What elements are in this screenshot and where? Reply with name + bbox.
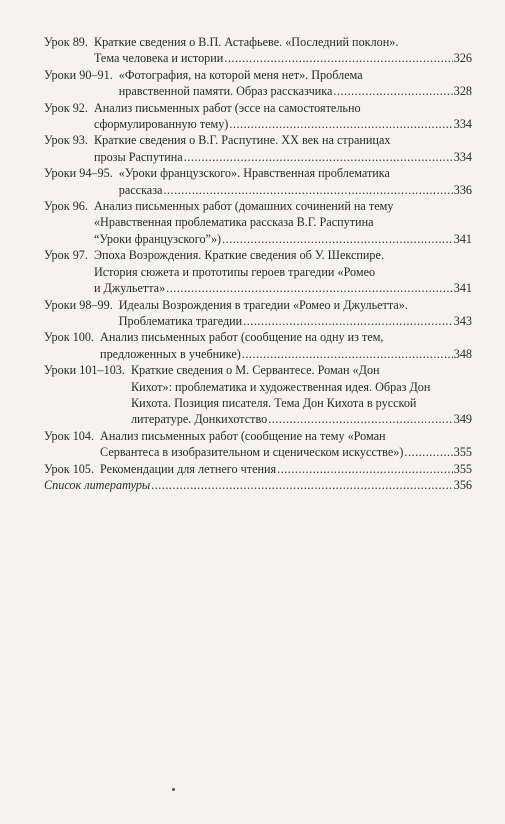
dot-leader <box>151 477 453 493</box>
toc-entry <box>44 165 472 198</box>
toc-entry-label: Урок 92. <box>44 100 88 115</box>
toc-entry-label: Урок 93. <box>44 133 88 148</box>
toc-entry-label: Урок 100. <box>44 330 95 345</box>
toc-entry-line: сформулированную тему) <box>93 117 229 132</box>
dot-leader <box>268 411 452 427</box>
toc-entry-page: 343 <box>453 313 472 328</box>
references-page: 356 <box>453 477 472 492</box>
toc-entry-line: Идеалы Возрождения в трагедии «Ромео и Джульетта». <box>118 297 408 312</box>
toc-entry-line: нравственной памяти. Образ рассказчика <box>118 84 333 99</box>
toc-entry-page: 355 <box>453 461 472 476</box>
toc-entry-line: и Джульетта» <box>93 281 166 296</box>
toc-entry-line: “Уроки французского”») <box>93 231 222 246</box>
print-speck <box>172 788 175 791</box>
toc-entry <box>44 132 472 165</box>
toc-entry-page: 355 <box>453 445 472 460</box>
toc-entry-page: 326 <box>453 51 472 66</box>
dot-leader <box>184 149 453 165</box>
toc-entry-label: Уроки 101–103. <box>44 363 125 378</box>
toc-entry-line: Анализ письменных работ (сообщение на одну из тем, <box>100 330 384 345</box>
dot-leader <box>222 231 453 247</box>
toc-entry-line: История сюжета и прототипы героев трагедии «Ромео <box>93 264 376 279</box>
toc-entry <box>44 461 472 477</box>
toc-entry-page: 348 <box>453 346 472 361</box>
toc-entry-page: 341 <box>453 231 472 246</box>
toc-entry-line: «Фотография, на которой меня нет». Проблема <box>118 67 363 82</box>
toc-entry-line: Кихот»: проблематика и художественная идея. Образ Дон <box>130 379 431 394</box>
toc-entry-page: 334 <box>453 149 472 164</box>
dot-leader <box>243 313 453 329</box>
toc-entry-label: Урок 97. <box>44 248 88 263</box>
dot-leader <box>166 280 453 296</box>
dot-leader <box>404 444 452 460</box>
dot-leader <box>229 116 452 132</box>
toc-entry <box>44 297 472 330</box>
toc-entry-line: «Нравственная проблематика рассказа В.Г. Распутина <box>93 215 374 230</box>
toc-entry-line: «Уроки французского». Нравственная проблематика <box>118 166 390 181</box>
toc-entry-label: Урок 89. <box>44 35 88 49</box>
toc-entry-line: Проблематика трагедии <box>118 313 243 328</box>
toc-entry-line: Кихота. Позиция писателя. Тема Дон Кихота в русской <box>130 395 417 410</box>
toc-entry-label: Урок 104. <box>44 428 95 443</box>
table-of-contents <box>44 34 472 493</box>
dot-leader <box>277 461 453 477</box>
toc-entry-line: предложенных в учебнике) <box>100 346 241 361</box>
references-label: Список литературы <box>44 477 151 492</box>
toc-entry <box>44 198 472 247</box>
toc-entry-line: Краткие сведения о В.П. Астафьеве. «Последний поклон». <box>93 35 399 49</box>
toc-entry-page: 336 <box>453 182 472 197</box>
dot-leader <box>224 50 452 66</box>
dot-leader <box>163 182 452 198</box>
toc-entry <box>44 34 472 67</box>
toc-entry-label: Уроки 90–91. <box>44 67 113 82</box>
toc-entry <box>44 428 472 461</box>
toc-entry <box>44 329 472 362</box>
toc-entry-page: 341 <box>453 281 472 296</box>
toc-entry-page: 334 <box>453 117 472 132</box>
toc-entry-line: литературе. Донкихотство <box>130 412 268 427</box>
toc-entry-label: Урок 96. <box>44 199 88 214</box>
toc-entry <box>44 67 472 100</box>
toc-entry-line: рассказа <box>118 182 163 197</box>
toc-entry <box>44 247 472 296</box>
toc-entry-page: 349 <box>453 412 472 427</box>
toc-entry-label: Уроки 94–95. <box>44 166 113 181</box>
toc-entry-line: Анализ письменных работ (домашних сочинений на тему <box>93 199 394 214</box>
toc-entry-line: Эпоха Возрождения. Краткие сведения об У. Шекспире. <box>93 248 384 263</box>
dot-leader <box>333 83 452 99</box>
toc-entry-page: 328 <box>453 84 472 99</box>
toc-entry-label: Уроки 98–99. <box>44 297 113 312</box>
toc-entry-line: Краткие сведения о М. Сервантесе. Роман «Дон <box>130 363 380 378</box>
dot-leader <box>242 346 453 362</box>
toc-entry-line: прозы Распутина <box>93 149 183 164</box>
toc-entry <box>44 362 472 428</box>
toc-entry-line: Тема человека и истории <box>93 51 224 66</box>
toc-entry-line: Анализ письменных работ (сообщение на тему «Роман <box>100 428 386 443</box>
toc-entry-line: Сервантеса в изобразительном и сценическом искусстве») <box>100 445 404 460</box>
toc-entry-line: Анализ письменных работ (эссе на самостоятельно <box>93 100 361 115</box>
toc-references <box>44 477 472 493</box>
toc-entry-label: Урок 105. <box>44 461 95 476</box>
toc-entry-line: Рекомендации для летнего чтения <box>100 461 277 476</box>
toc-entry <box>44 100 472 133</box>
toc-entry-line: Краткие сведения о В.Г. Распутине. XX век на страницах <box>93 133 391 148</box>
